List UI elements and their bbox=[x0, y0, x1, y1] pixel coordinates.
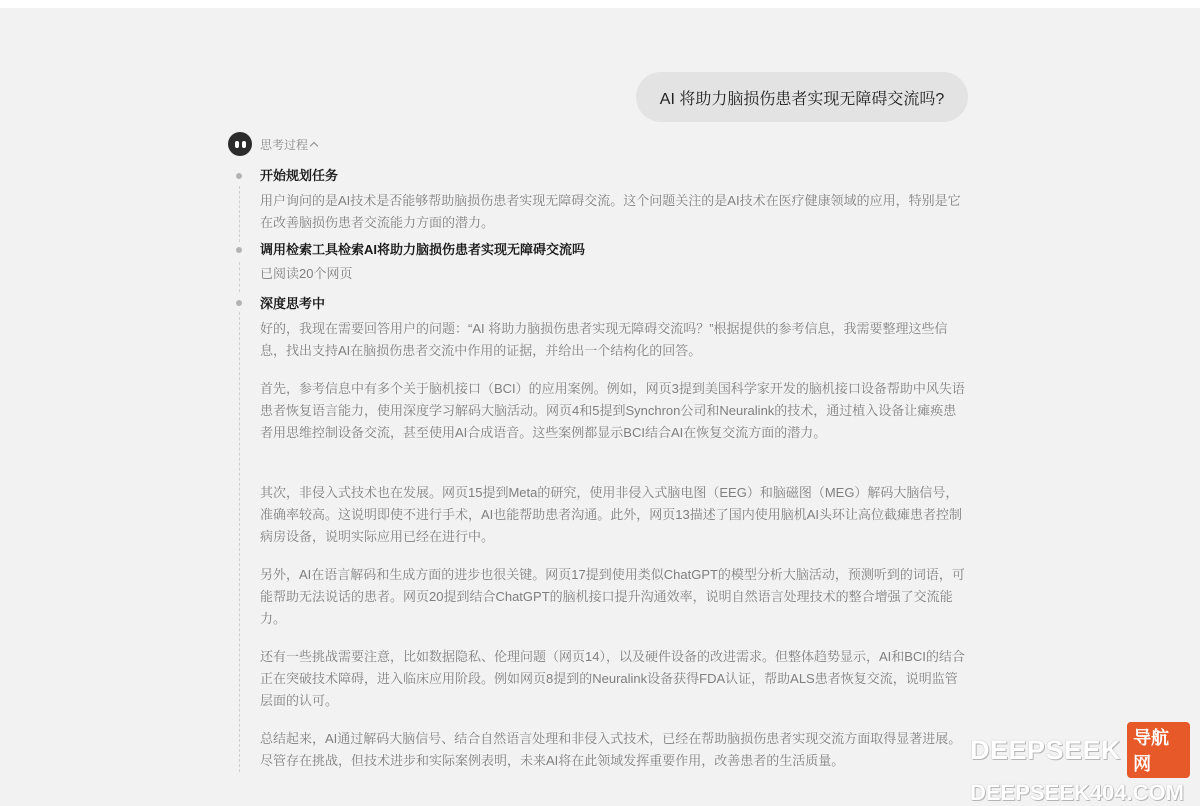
thinking-toggle[interactable] bbox=[260, 136, 317, 153]
timeline-rail bbox=[239, 262, 240, 292]
step-paragraph: 还有一些挑战需要注意，比如数据隐私、伦理问题（网页14），以及硬件设备的改进需求。但整体趋势显示，AI和BCI的结合正在突破技术障碍，进入临床应用阶段。例如网页8提到的Neuralink设备获得FDA认证，帮助ALS患者恢复交流，说明监管层面的认可。 bbox=[260, 649, 965, 708]
step-paragraph: 已阅读20个网页 bbox=[260, 266, 353, 281]
step-paragraph-block bbox=[260, 728, 968, 772]
step-paragraph-block bbox=[260, 378, 968, 444]
step-content bbox=[260, 263, 968, 285]
step-paragraph-block bbox=[260, 482, 968, 548]
step-paragraph-block bbox=[260, 318, 968, 362]
step-paragraph-block bbox=[260, 646, 968, 712]
watermark-badge: 导航网 bbox=[1127, 722, 1190, 778]
step-dot bbox=[236, 247, 242, 253]
step-paragraph: 总结起来，AI通过解码大脑信号、结合自然语言处理和非侵入式技术，已经在帮助脑损伤患者实现交流方面取得显著进展。尽管存在挑战，但技术进步和实际案例表明，未来AI将在此领域发挥重要作用，改善患者的生活质量。 bbox=[260, 731, 962, 768]
step-paragraph: 首先，参考信息中有多个关于脑机接口（BCI）的应用案例。例如，网页3提到美国科学家开发的脑机接口设备帮助中风失语患者恢复语言能力，使用深度学习解码大脑活动。网页4和5提到Synchron公司和Neuralink的技术，通过植入设备让瘫痪患者用思维控制设备交流，甚至使用AI合成语音。这些案例都显示BCI结合AI在恢复交流方面的潜力。 bbox=[260, 381, 965, 440]
step-paragraph: 用户询问的是AI技术是否能够帮助脑损伤患者实现无障碍交流。这个问题关注的是AI技术在医疗健康领域的应用，特别是它在改善脑损伤患者交流能力方面的潜力。 bbox=[260, 193, 961, 230]
step-paragraph: 另外，AI在语言解码和生成方面的进步也很关键。网页17提到使用类似ChatGPT的模型分析大脑活动，预测听到的词语，可能帮助无法说话的患者。网页20提到结合ChatGPT的脑机接口提升沟通效率，说明自然语言处理技术的整合增强了交流能力。 bbox=[260, 567, 965, 626]
user-message-bubble bbox=[636, 72, 968, 122]
watermark-brand: DEEPSEEK bbox=[970, 734, 1122, 765]
watermark-domain: DEEPSEEK404.COM bbox=[970, 780, 1184, 805]
top-bar bbox=[0, 0, 1200, 8]
timeline-rail bbox=[239, 312, 240, 772]
step-dot bbox=[236, 173, 242, 179]
step-paragraph: 其次，非侵入式技术也在发展。网页15提到Meta的研究，使用非侵入式脑电图（EEG）和脑磁图（MEG）解码大脑信号，准确率较高。这说明即使不进行手术，AI也能帮助患者沟通。此外，网页13描述了国内使用脑机AI头环让高位截瘫患者控制病房设备，说明实际应用已经在进行中。 bbox=[260, 485, 963, 544]
thinking-toggle-label: 思考过程 bbox=[260, 138, 309, 152]
step-title: 开始规划任务 bbox=[260, 168, 339, 183]
user-message-text: AI 将助力脑损伤患者实现无障碍交流吗? bbox=[659, 90, 945, 108]
step-content bbox=[260, 190, 968, 234]
chevron-up-icon bbox=[310, 142, 318, 150]
step-title: 调用检索工具检索AI将助力脑损伤患者实现无障碍交流吗 bbox=[260, 242, 586, 257]
assistant-avatar-icon bbox=[228, 132, 252, 156]
timeline-rail bbox=[239, 186, 240, 242]
watermark bbox=[970, 722, 1190, 806]
step-dot bbox=[236, 300, 242, 306]
step-paragraph-block bbox=[260, 564, 968, 630]
step-paragraph: 好的，我现在需要回答用户的问题：“AI 将助力脑损伤患者实现无障碍交流吗？”根据提供的参考信息，我需要整理这些信息，找出支持AI在脑损伤患者交流中作用的证据，并给出一个结构化的回答。 bbox=[260, 321, 948, 358]
step-title: 深度思考中 bbox=[260, 296, 326, 311]
